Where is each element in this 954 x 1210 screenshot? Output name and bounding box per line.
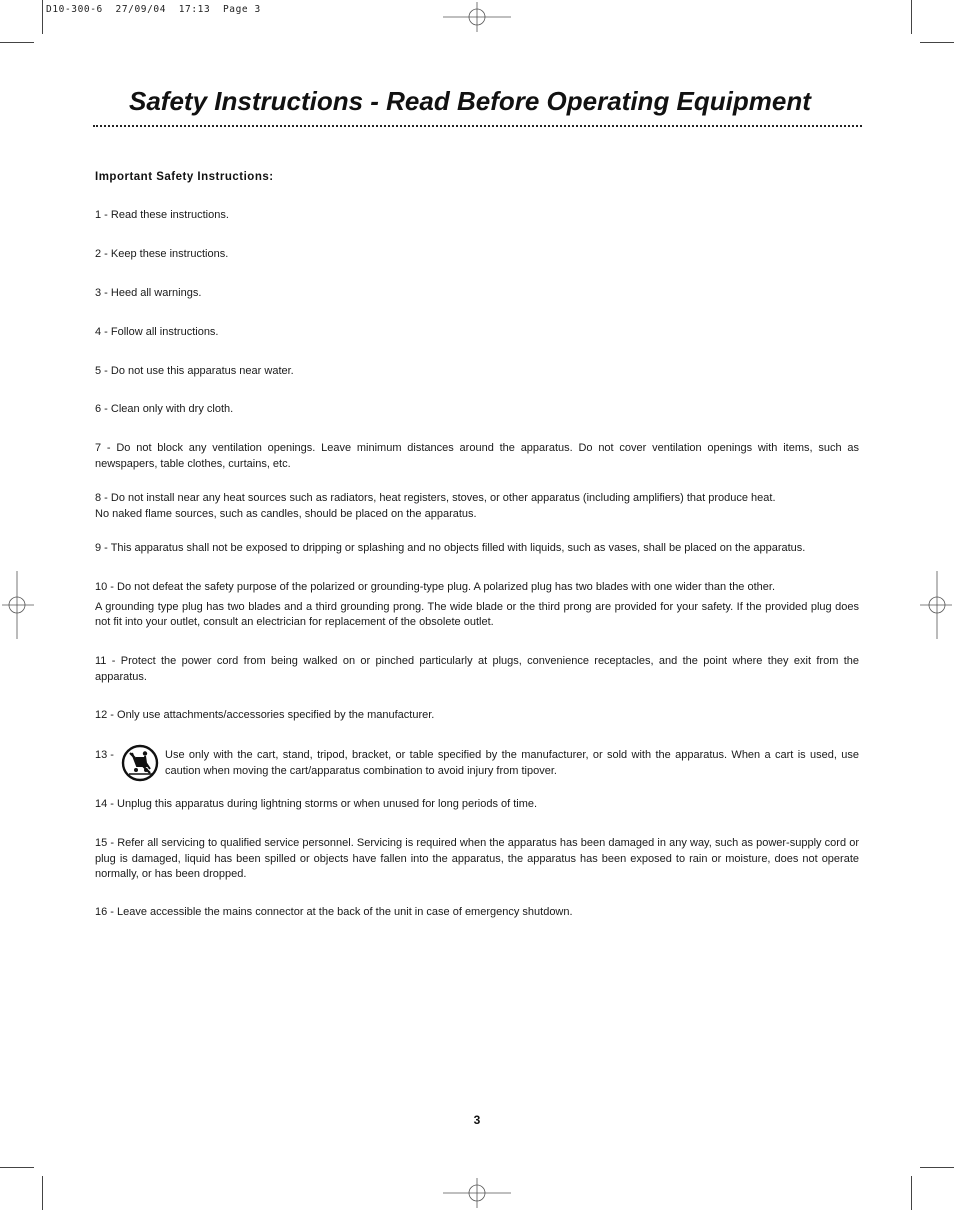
registration-mark-top-icon bbox=[443, 2, 513, 32]
registration-mark-left-icon bbox=[2, 571, 36, 641]
page-number: 3 bbox=[473, 1113, 481, 1127]
instruction-item-10: 10 - Do not defeat the safety purpose of the polarized or grounding-type plug. A polarized plug has two blades with one wider than the other. A grounding type plug has two blades and a third grounding prong. The wide blade or the third prong are provided for your safety. If the provided plug does not fit into your outlet, consult an electrician for replacement of the obsolete outlet. bbox=[95, 581, 859, 628]
instruction-item-3: 3 - Heed all warnings. bbox=[95, 287, 202, 299]
print-slug: D10-300-6 27/09/04 17:13 Page 3 bbox=[46, 4, 261, 15]
instruction-item-16: 16 - Leave accessible the mains connector at the back of the unit in case of emergency shutdown. bbox=[95, 906, 573, 918]
section-heading: Important Safety Instructions: bbox=[95, 171, 274, 183]
instruction-item-12: 12 - Only use attachments/accessories specified by the manufacturer. bbox=[95, 709, 435, 721]
item-13-number: 13 - bbox=[95, 749, 114, 761]
instruction-item-11: 11 - Protect the power cord from being walked on or pinched particularly at plugs, convenience receptacles, and the point where they exit from the apparatus. bbox=[95, 655, 859, 683]
title-divider bbox=[93, 125, 862, 127]
instruction-item-7: 7 - Do not block any ventilation openings. Leave minimum distances around the apparatus. Do not cover ventilation openings with items, such as newspapers, table clothes, curtains, etc. bbox=[95, 442, 859, 470]
page-title: Safety Instructions - Read Before Operating Equipment bbox=[129, 86, 811, 116]
registration-mark-right-icon bbox=[918, 571, 952, 641]
instruction-item-1: 1 - Read these instructions. bbox=[95, 209, 229, 221]
registration-mark-bottom-icon bbox=[443, 1178, 513, 1208]
cart-tipover-warning-icon bbox=[121, 744, 159, 782]
instruction-item-2: 2 - Keep these instructions. bbox=[95, 248, 229, 260]
instruction-item-8: 8 - Do not install near any heat sources such as radiators, heat registers, stoves, or other apparatus (including amplifiers) that produce heat. No naked flame sources, such as candles, should be placed on the apparatus. bbox=[95, 492, 776, 520]
instruction-item-15: 15 - Refer all servicing to qualified service personnel. Servicing is required when the apparatus has been damaged in any way, such as power-supply cord or plug is damaged, liquid has been spilled or objects have fallen into the apparatus, the apparatus has been exposed to rain or moisture, does not operate normally, or has been dropped. bbox=[95, 837, 859, 880]
instruction-item-6: 6 - Clean only with dry cloth. bbox=[95, 403, 234, 415]
instruction-item-9: 9 - This apparatus shall not be exposed to dripping or splashing and no objects filled with liquids, such as vases, shall be placed on the apparatus. bbox=[95, 542, 806, 554]
instruction-item-5: 5 - Do not use this apparatus near water. bbox=[95, 365, 294, 377]
item-13-text: Use only with the cart, stand, tripod, bracket, or table specified by the manufacturer, or sold with the apparatus. When a cart is used, use caution when moving the cart/apparatus combination to avoid injury from tipover. bbox=[165, 749, 859, 777]
instruction-item-14: 14 - Unplug this apparatus during lightning storms or when unused for long periods of time. bbox=[95, 798, 538, 810]
instruction-item-4: 4 - Follow all instructions. bbox=[95, 326, 219, 338]
